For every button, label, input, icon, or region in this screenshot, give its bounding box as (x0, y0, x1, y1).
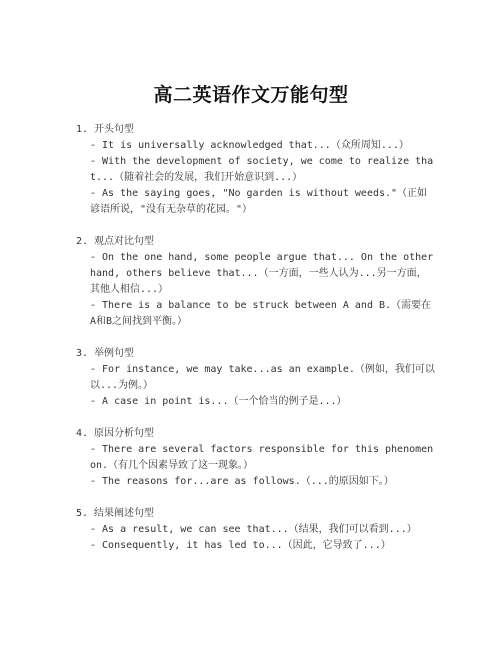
section-heading: 3. 举例句型 (76, 348, 135, 359)
list-item: - There is a balance to be struck between A and B.（需要在A和B之间找到平衡。） (90, 300, 432, 327)
list-item: - It is universally acknowledged that...（众所周知...） (90, 140, 409, 151)
list-item: - A case in point is...（一个恰当的例子是...） (90, 396, 347, 407)
section-heading: 1. 开头句型 (76, 124, 135, 135)
list-item: - Consequently, it has led to...（因此，它导致了...） (90, 540, 391, 551)
section-contrast (76, 234, 436, 330)
list-item: - With the development of society, we come to realize that...（随着社会的发展，我们开始意识到...） (90, 156, 434, 183)
list-item: - There are several factors responsible for this phenomenon.（有几个因素导致了这一现象。） (90, 444, 434, 471)
section-opening (76, 122, 436, 218)
section-heading: 5. 结果阐述句型 (76, 508, 155, 519)
list-item: - The reasons for...are as follows.（...的原因如下。） (90, 476, 394, 487)
section-results (76, 506, 436, 554)
document-title: 高二英语作文万能句型 (153, 84, 349, 106)
document-body (76, 122, 436, 570)
list-item: - As a result, we can see that...（结果，我们可以看到...） (90, 524, 417, 535)
section-heading: 4. 原因分析句型 (76, 428, 155, 439)
list-item: - As the saying goes, "No garden is without weeds."（正如谚语所说，"没有无杂草的花园。"） (90, 188, 428, 215)
list-item: - On the one hand, some people argue that... On the other hand, others believe that...（一方面，一些人认为...另一方面，其他人相信...） (90, 252, 434, 295)
list-item: - For instance, we may take...as an example.（例如，我们可以以...为例。） (90, 364, 435, 391)
section-heading: 2. 观点对比句型 (76, 236, 155, 247)
section-reasons (76, 426, 436, 490)
section-examples (76, 346, 436, 410)
